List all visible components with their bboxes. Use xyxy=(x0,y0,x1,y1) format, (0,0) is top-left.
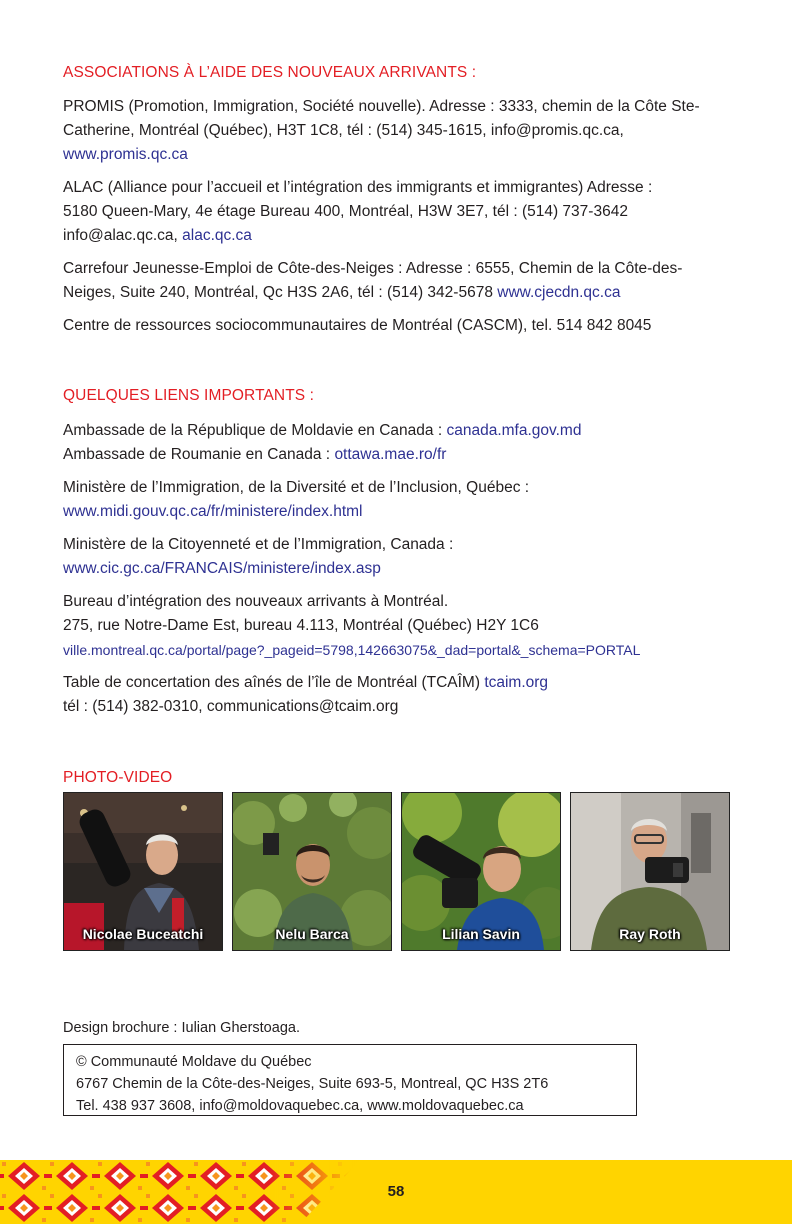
copyright-box xyxy=(63,1044,637,1116)
alac-entry xyxy=(63,176,743,248)
midi-entry xyxy=(63,476,743,524)
moldova-embassy-text: Ambassade de la République de Moldavie en Canada : xyxy=(63,422,443,439)
tcaim-link[interactable]: tcaim.org xyxy=(484,674,549,691)
associations-heading: ASSOCIATIONS À L’AIDE DES NOUVEAUX ARRIVANTS : xyxy=(63,64,477,81)
contact-line: Tel. 438 937 3608, info@moldovaquebec.ca, www.moldovaquebec.ca xyxy=(76,1098,524,1114)
photo-caption: Nelu Barca xyxy=(275,926,349,942)
midi-link[interactable]: www.midi.gouv.qc.ca/fr/ministere/index.html xyxy=(63,503,363,520)
page-number: 58 xyxy=(387,1183,405,1200)
moldova-embassy-link[interactable]: canada.mfa.gov.md xyxy=(446,422,582,439)
copyright-line: © Communauté Moldave du Québec xyxy=(76,1054,312,1070)
photo-lilian-savin xyxy=(401,792,561,951)
alac-link[interactable]: alac.qc.ca xyxy=(182,227,252,244)
address-line: 6767 Chemin de la Côte-des-Neiges, Suite 693-5, Montreal, QC H3S 2T6 xyxy=(76,1076,549,1092)
photo-caption: Nicolae Buceatchi xyxy=(82,926,204,942)
carrefour-link[interactable]: www.cjecdn.qc.ca xyxy=(497,284,621,301)
photo-caption: Ray Roth xyxy=(619,926,681,942)
photo-nelu-barca xyxy=(232,792,392,951)
promis-entry xyxy=(63,95,743,167)
cic-entry xyxy=(63,533,743,581)
romania-embassy-text: Ambassade de Roumanie en Canada : xyxy=(63,446,331,463)
tcaim-entry xyxy=(63,671,743,719)
cic-text: Ministère de la Citoyenneté et de l’Immigration, Canada : xyxy=(63,536,454,553)
design-credit: Design brochure : Iulian Gherstoaga. xyxy=(63,1020,300,1036)
bureau-link[interactable]: ville.montreal.qc.ca/portal/page?_pageid=5798,142663075&_dad=portal&_schema=PORTAL xyxy=(63,642,641,658)
photo-gallery xyxy=(63,792,730,951)
photo-nicolae-buceatchi xyxy=(63,792,223,951)
alac-line3: info@alac.qc.ca, xyxy=(63,227,178,244)
photo-ray-roth xyxy=(570,792,730,951)
tcaim-text: Table de concertation des aînés de l’île de Montréal (TCAÎM) xyxy=(63,674,480,691)
cascm-entry: Centre de ressources sociocommunautaires de Montréal (CASCM), tel. 514 842 8045 xyxy=(63,317,652,334)
photo-video-heading: PHOTO-VIDEO xyxy=(63,769,173,786)
links-heading: QUELQUES LIENS IMPORTANTS : xyxy=(63,387,315,404)
carrefour-text: Carrefour Jeunesse-Emploi de Côte-des-Neiges : Adresse : 6555, Chemin de la Côte-des-Neiges, Suite 240, Montréal, Qc H3S 2A6, tél : (514) 342-5678 xyxy=(63,260,683,301)
carrefour-entry xyxy=(63,257,713,305)
embassies-entry xyxy=(63,419,743,467)
romania-embassy-link[interactable]: ottawa.mae.ro/fr xyxy=(334,446,447,463)
cic-link[interactable]: www.cic.gc.ca/FRANCAIS/ministere/index.asp xyxy=(63,560,381,577)
tcaim-contact: tél : (514) 382-0310, communications@tcaim.org xyxy=(63,698,399,715)
promis-link[interactable]: www.promis.qc.ca xyxy=(63,146,188,163)
alac-line1: ALAC (Alliance pour l’accueil et l’intégration des immigrants et immigrantes) Adresse : xyxy=(63,179,653,196)
bureau-entry xyxy=(63,590,743,663)
photo-caption: Lilian Savin xyxy=(442,926,520,942)
promis-text: PROMIS (Promotion, Immigration, Société nouvelle). Adresse : 3333, chemin de la Côte Ste-Catherine, Montréal (Québec), H3T 1C8, tél : (514) 345-1615, info@promis.qc.ca, xyxy=(63,98,700,139)
bureau-line1: Bureau d’intégration des nouveaux arrivants à Montréal. xyxy=(63,593,449,610)
bureau-line2: 275, rue Notre-Dame Est, bureau 4.113, Montréal (Québec) H2Y 1C6 xyxy=(63,617,539,634)
midi-text: Ministère de l’Immigration, de la Diversité et de l’Inclusion, Québec : xyxy=(63,479,530,496)
alac-line2: 5180 Queen-Mary, 4e étage Bureau 400, Montréal, H3W 3E7, tél : (514) 737-3642 xyxy=(63,203,628,220)
